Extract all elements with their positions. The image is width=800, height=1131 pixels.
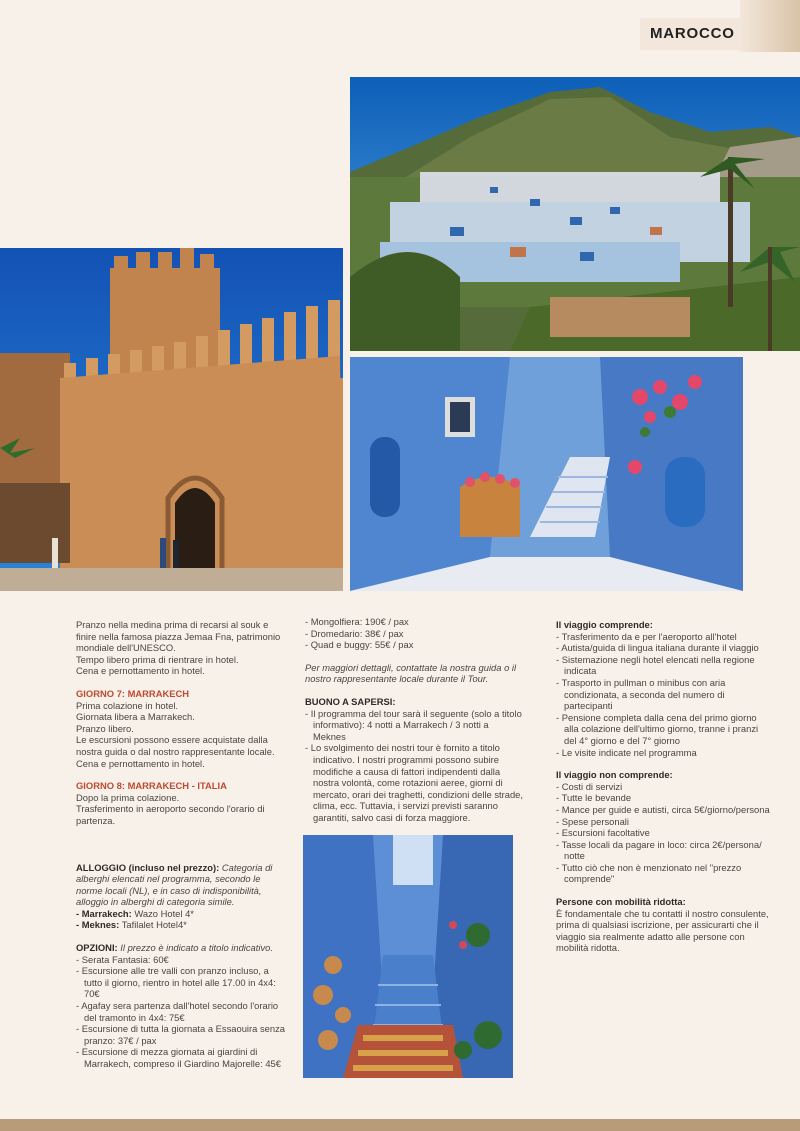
include-list bbox=[556, 631, 772, 759]
list-item: - Tutte le bevande bbox=[556, 792, 772, 804]
blue-alley-photo bbox=[350, 357, 743, 591]
day7-line: Le escursioni possono essere acquistate dalla nostra guida o dal nostro rappresentante locale. bbox=[76, 734, 275, 757]
hotel-meknes bbox=[76, 919, 288, 931]
list-item: - Costi di servizi bbox=[556, 781, 772, 793]
blue-stairway-photo bbox=[303, 835, 513, 1078]
exclude-list bbox=[556, 781, 772, 885]
contact-note: Per maggiori dettagli, contattate la nostra guida o il nostro rappresentante locale durante il Tour. bbox=[305, 661, 517, 685]
opzioni-note: Il prezzo è indicato a titolo indicativo. bbox=[120, 942, 273, 954]
include-title: Il viaggio comprende: bbox=[556, 619, 653, 630]
mobility-text: È fondamentale che tu contatti il nostro consulente, prima di qualsiasi iscrizione, per assicurarti che il viaggio sia realmente adatto alle persone con mobilità ridotta. bbox=[556, 907, 769, 954]
country-title: MAROCCO bbox=[650, 25, 735, 42]
column-middle bbox=[305, 616, 523, 824]
list-item: - Agafay sera partenza dall'hotel secondo l'orario del tramonto in 4x4: 75€ bbox=[76, 1000, 288, 1023]
intro-line: Tempo libero prima di rientrare in hotel. bbox=[76, 653, 239, 665]
day7-line: Pranzo libero. bbox=[76, 722, 134, 734]
chefchaouen-photo bbox=[350, 77, 800, 351]
hotel-city: - Meknes: bbox=[76, 919, 120, 931]
column-left bbox=[76, 619, 288, 1070]
list-item: - Trasferimento da e per l'aeroporto all'hotel bbox=[556, 631, 772, 643]
list-item: - Mongolfiera: 190€ / pax bbox=[305, 616, 523, 628]
alloggio-paragraph bbox=[76, 862, 288, 908]
intro-line: Pranzo nella medina prima di recarsi al souk e finire nella famosa piazza Jemaa Fna, patrimonio mondiale dell'UNESCO. bbox=[76, 619, 281, 654]
day8-line: Trasferimento in aeroporto secondo l'orario di partenza. bbox=[76, 803, 265, 826]
list-item: - Escursione alle tre valli con pranzo incluso, a tutto il giorno, rientro in hotel alle 17.00 in 4x4: 70€ bbox=[76, 965, 288, 1000]
mobility-title: Persone con mobilità ridotta: bbox=[556, 896, 686, 908]
list-item: - Pensione completa dalla cena del primo giorno alla colazione dell'ultimo giorno, tranne i pranzi del 4° giorno e del 7° giorno bbox=[556, 712, 772, 747]
list-item: - Lo svolgimento dei nostri tour è fornito a titolo indicativo. I nostri programmi possono subire modifiche a causa di fattori indipendenti dalla nostra volontà, come rotazioni aeree, giorni di mercato, orari dei traghetti, condizioni delle strade, clima, ecc. Tuttavia, i servizi previsti saranno garantiti, salvo casi di forza maggiore. bbox=[305, 742, 523, 823]
list-item: - Tasse locali da pagare in loco: circa 2€/persona/ notte bbox=[556, 839, 772, 862]
day7-line: Cena e pernottamento in hotel. bbox=[76, 757, 205, 769]
alloggio-label: ALLOGGIO (incluso nel prezzo): bbox=[76, 861, 220, 873]
footer-bar bbox=[0, 1119, 800, 1131]
alloggio-text: Categoria di alberghi elencati nel programma, secondo le norme locali (NL), e in caso di indisponibilità, alloggio in alberghi di categoria simile. bbox=[76, 861, 273, 908]
list-item: - Quad e buggy: 55€ / pax bbox=[305, 639, 523, 651]
opzioni-list bbox=[76, 954, 288, 1070]
day8-line: Dopo la prima colazione. bbox=[76, 791, 180, 803]
list-item: - Mance per guide e autisti, circa 5€/giorno/persona bbox=[556, 804, 772, 816]
exclude-title: Il viaggio non comprende: bbox=[556, 769, 673, 781]
list-item: - Trasporto in pullman o minibus con aria condizionata, a seconda del numero di partecipanti bbox=[556, 677, 772, 712]
list-item: - Escursione di mezza giornata ai giardini di Marrakech, compreso il Giardino Majorelle: 45€ bbox=[76, 1046, 288, 1069]
header-tab-edge bbox=[740, 0, 800, 52]
list-item: - Dromedario: 38€ / pax bbox=[305, 628, 523, 640]
price-list bbox=[305, 616, 523, 651]
list-item: - Spese personali bbox=[556, 816, 772, 828]
list-item: - Autista/guida di lingua italiana durante il viaggio bbox=[556, 642, 772, 654]
list-item: - Serata Fantasia: 60€ bbox=[76, 954, 288, 966]
day7-title: GIORNO 7: MARRAKECH bbox=[76, 687, 190, 699]
day7-line: Prima colazione in hotel. bbox=[76, 699, 179, 711]
list-item: - Tutto ciò che non è menzionato nel "prezzo comprende" bbox=[556, 862, 772, 885]
hotel-city: - Marrakech: bbox=[76, 907, 132, 919]
buono-list bbox=[305, 708, 523, 824]
hotel-name: Tafilalet Hotel4* bbox=[121, 919, 187, 931]
opzioni-heading bbox=[76, 942, 288, 954]
hotel-name: Wazo Hotel 4* bbox=[134, 907, 194, 919]
opzioni-label: OPZIONI: bbox=[76, 942, 118, 954]
day7-line: Giornata libera a Marrakech. bbox=[76, 711, 195, 723]
buono-title: BUONO A SAPERSI: bbox=[305, 695, 396, 707]
list-item: - Il programma del tour sarà il seguente (solo a titolo informativo): 4 notti a Marrakech / 3 notti a Meknes bbox=[305, 708, 523, 743]
list-item: - Sistemazione negli hotel elencati nella regione indicata bbox=[556, 654, 772, 677]
hotel-marrakech bbox=[76, 908, 288, 920]
list-item: - Escursione di tutta la giornata a Essaouira senza pranzo: 37€ / pax bbox=[76, 1023, 288, 1046]
list-item: - Escursioni facoltative bbox=[556, 827, 772, 839]
kasbah-photo bbox=[0, 248, 343, 591]
intro-line: Cena e pernottamento in hotel. bbox=[76, 665, 205, 677]
list-item: - Le visite indicate nel programma bbox=[556, 747, 772, 759]
column-right bbox=[556, 619, 772, 954]
day8-title: GIORNO 8: MARRAKECH - ITALIA bbox=[76, 780, 227, 792]
